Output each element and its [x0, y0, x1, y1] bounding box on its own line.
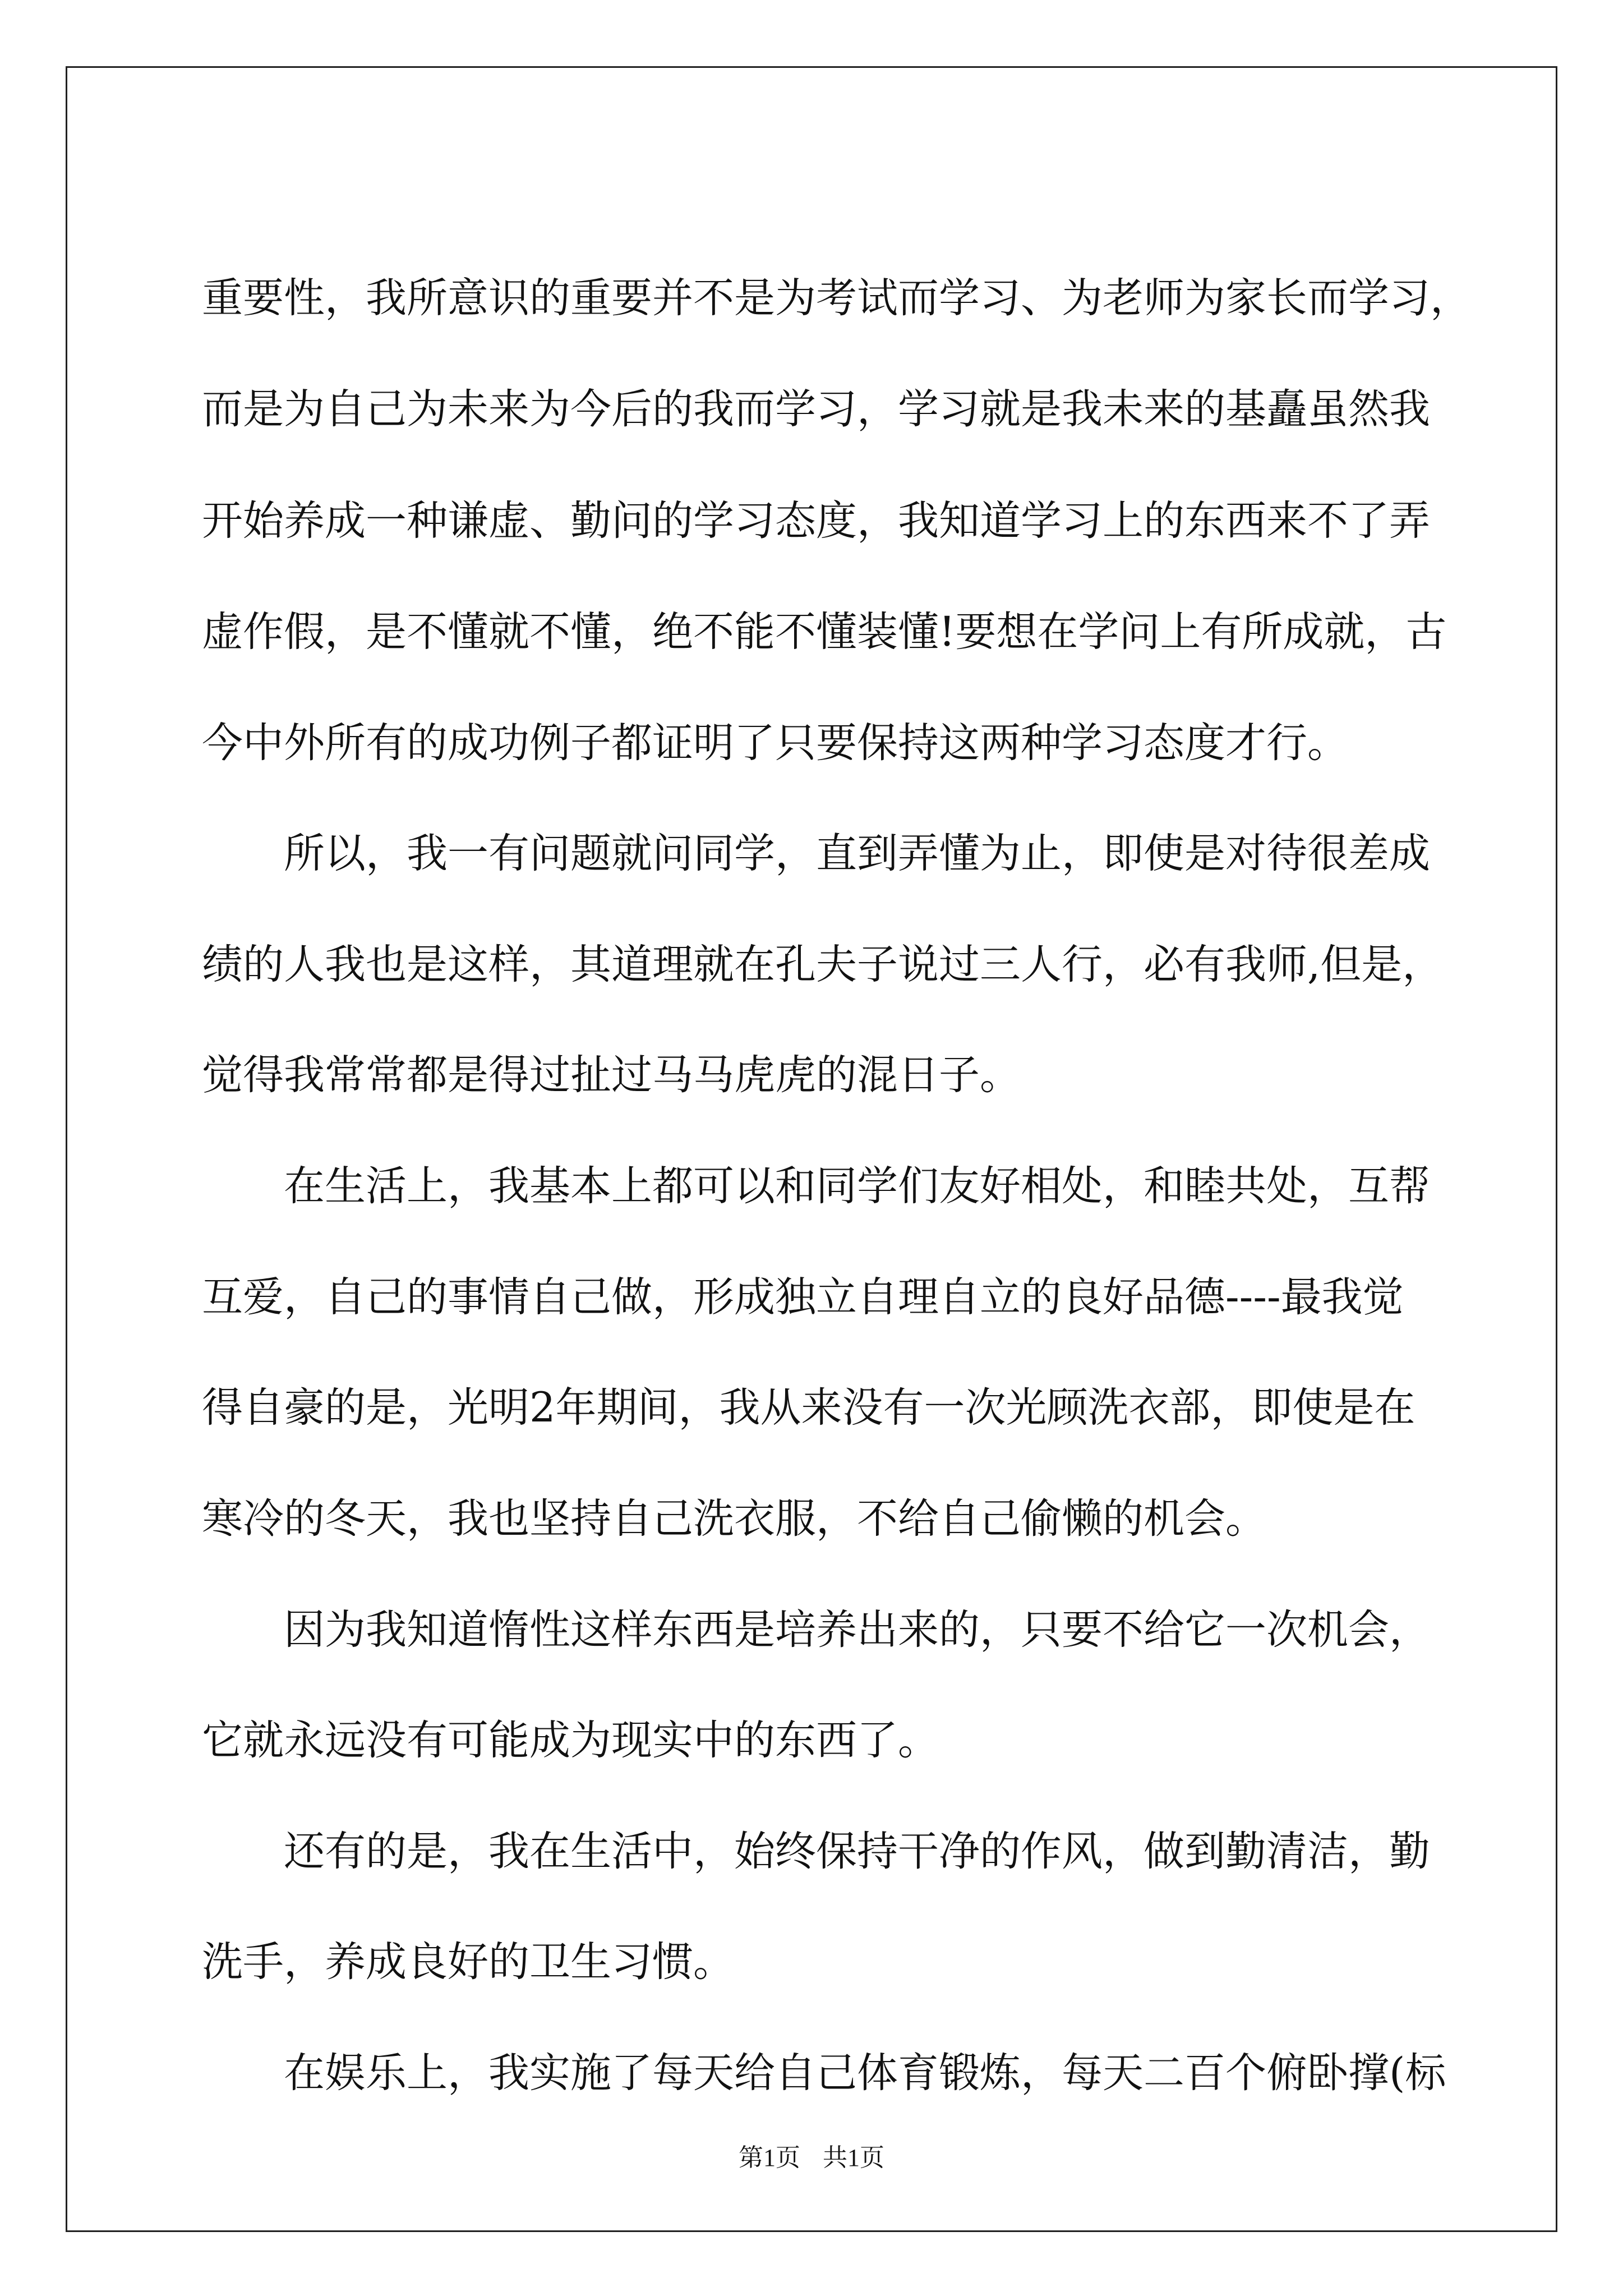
paragraph-start-line: 因为我知道惰性这样东西是培养出来的，只要不给它一次机会， [284, 1606, 1430, 1654]
page-frame [66, 66, 1557, 2232]
paragraph-start-line: 在生活上，我基本上都可以和同学们友好相处，和睦共处，互帮 [284, 1162, 1430, 1210]
text-line: 绩的人我也是这样，其道理就在孔夫子说过三人行，必有我师,但是， [202, 941, 1444, 988]
text-line: 互爱，自己的事情自己做，形成独立自理自立的良好品德----最我觉 [202, 1273, 1404, 1321]
text-line: 它就永远没有可能成为现实中的东西了。 [202, 1717, 939, 1764]
text-line: 洗手，养成良好的卫生习惯。 [202, 1938, 734, 1986]
page-footer [67, 2141, 1556, 2175]
text-line: 而是为自己为未来为今后的我而学习，学习就是我未来的基矗虽然我 [202, 385, 1430, 433]
paragraph-start-line: 所以，我一有问题就问同学，直到弄懂为止，即使是对待很差成 [284, 830, 1430, 877]
page-number-total: 共1页 [823, 2144, 884, 2171]
text-line: 虚作假，是不懂就不懂，绝不能不懂装懂!要想在学问上有所成就，古 [202, 608, 1447, 656]
paragraph-start-line: 还有的是，我在生活中，始终保持干净的作风，做到勤清洁，勤 [284, 1828, 1430, 1875]
text-line: 今中外所有的成功例子都证明了只要保持这两种学习态度才行。 [202, 719, 1348, 767]
page-number-current: 第1页 [739, 2144, 800, 2171]
text-line: 寒冷的冬天，我也坚持自己洗衣服，不给自己偷懒的机会。 [202, 1495, 1266, 1543]
text-line: 重要性，我所意识的重要并不是为考试而学习、为老师为家长而学习， [202, 274, 1471, 322]
text-line: 觉得我常常都是得过扯过马马虎虎的混日子。 [202, 1051, 1021, 1099]
paragraph-start-line: 在娱乐上，我实施了每天给自己体育锻炼，每天二百个俯卧撑(标 [284, 2049, 1446, 2097]
text-line: 开始养成一种谦虚、勤问的学习态度，我知道学习上的东西来不了弄 [202, 497, 1430, 545]
text-line: 得自豪的是，光明2年期间，我从来没有一次光顾洗衣部，即使是在 [202, 1384, 1415, 1432]
